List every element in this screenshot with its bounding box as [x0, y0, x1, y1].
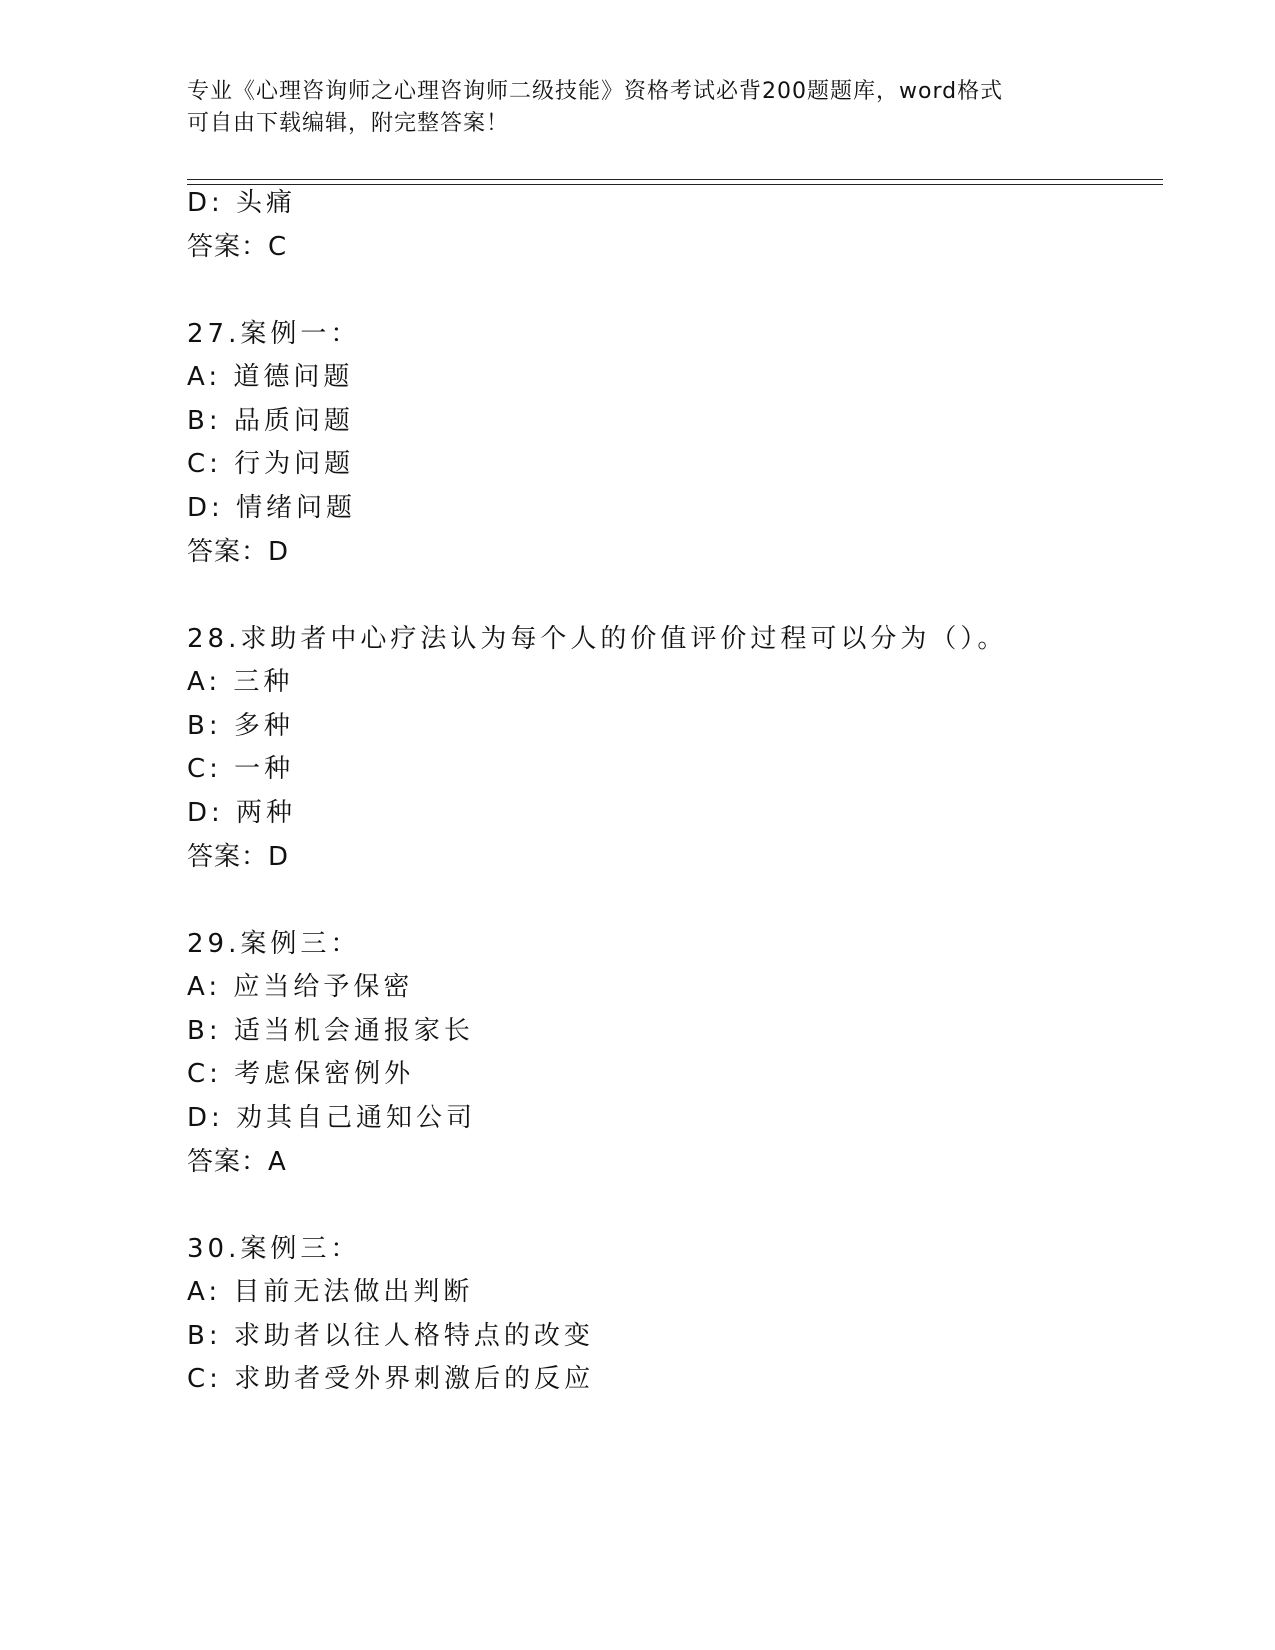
- option-a: A: 应当给予保密: [187, 972, 414, 1002]
- option-a: A: 道德问题: [187, 362, 354, 392]
- option-b: B: 品质问题: [187, 406, 354, 436]
- option-a: A: 三种: [187, 667, 294, 697]
- header-divider-bottom: [187, 184, 1163, 185]
- question-stem: 30.案例三：: [187, 1234, 361, 1264]
- question-stem: 29.案例三：: [187, 929, 361, 959]
- prev-question-answer: 答案：C: [187, 232, 288, 262]
- option-b: B: 求助者以往人格特点的改变: [187, 1321, 594, 1351]
- option-c: C: 求助者受外界刺激后的反应: [187, 1364, 595, 1394]
- question-stem: 28.求助者中心疗法认为每个人的价值评价过程可以分为（）。: [187, 624, 1008, 654]
- prev-question-option-d: D: 头痛: [187, 188, 297, 218]
- option-b: B: 适当机会通报家长: [187, 1016, 474, 1046]
- option-c: C: 行为问题: [187, 449, 355, 479]
- option-a: A: 目前无法做出判断: [187, 1277, 474, 1307]
- option-b: B: 多种: [187, 711, 294, 741]
- answer: 答案：A: [187, 1147, 287, 1177]
- option-c: C: 一种: [187, 754, 295, 784]
- header-divider-top: [187, 179, 1163, 180]
- option-d: D: 两种: [187, 798, 297, 828]
- document-header: [187, 76, 1087, 140]
- option-d: D: 劝其自己通知公司: [187, 1103, 477, 1133]
- answer: 答案：D: [187, 842, 290, 872]
- answer: 答案：D: [187, 537, 290, 567]
- header-title-line2: 可自由下载编辑，附完整答案！: [187, 111, 510, 136]
- option-c: C: 考虑保密例外: [187, 1059, 415, 1089]
- option-d: D: 情绪问题: [187, 493, 357, 523]
- question-stem: 27.案例一：: [187, 319, 361, 349]
- header-title-line1: 专业《心理咨询师之心理咨询师二级技能》资格考试必背200题题库，word格式: [187, 79, 1004, 104]
